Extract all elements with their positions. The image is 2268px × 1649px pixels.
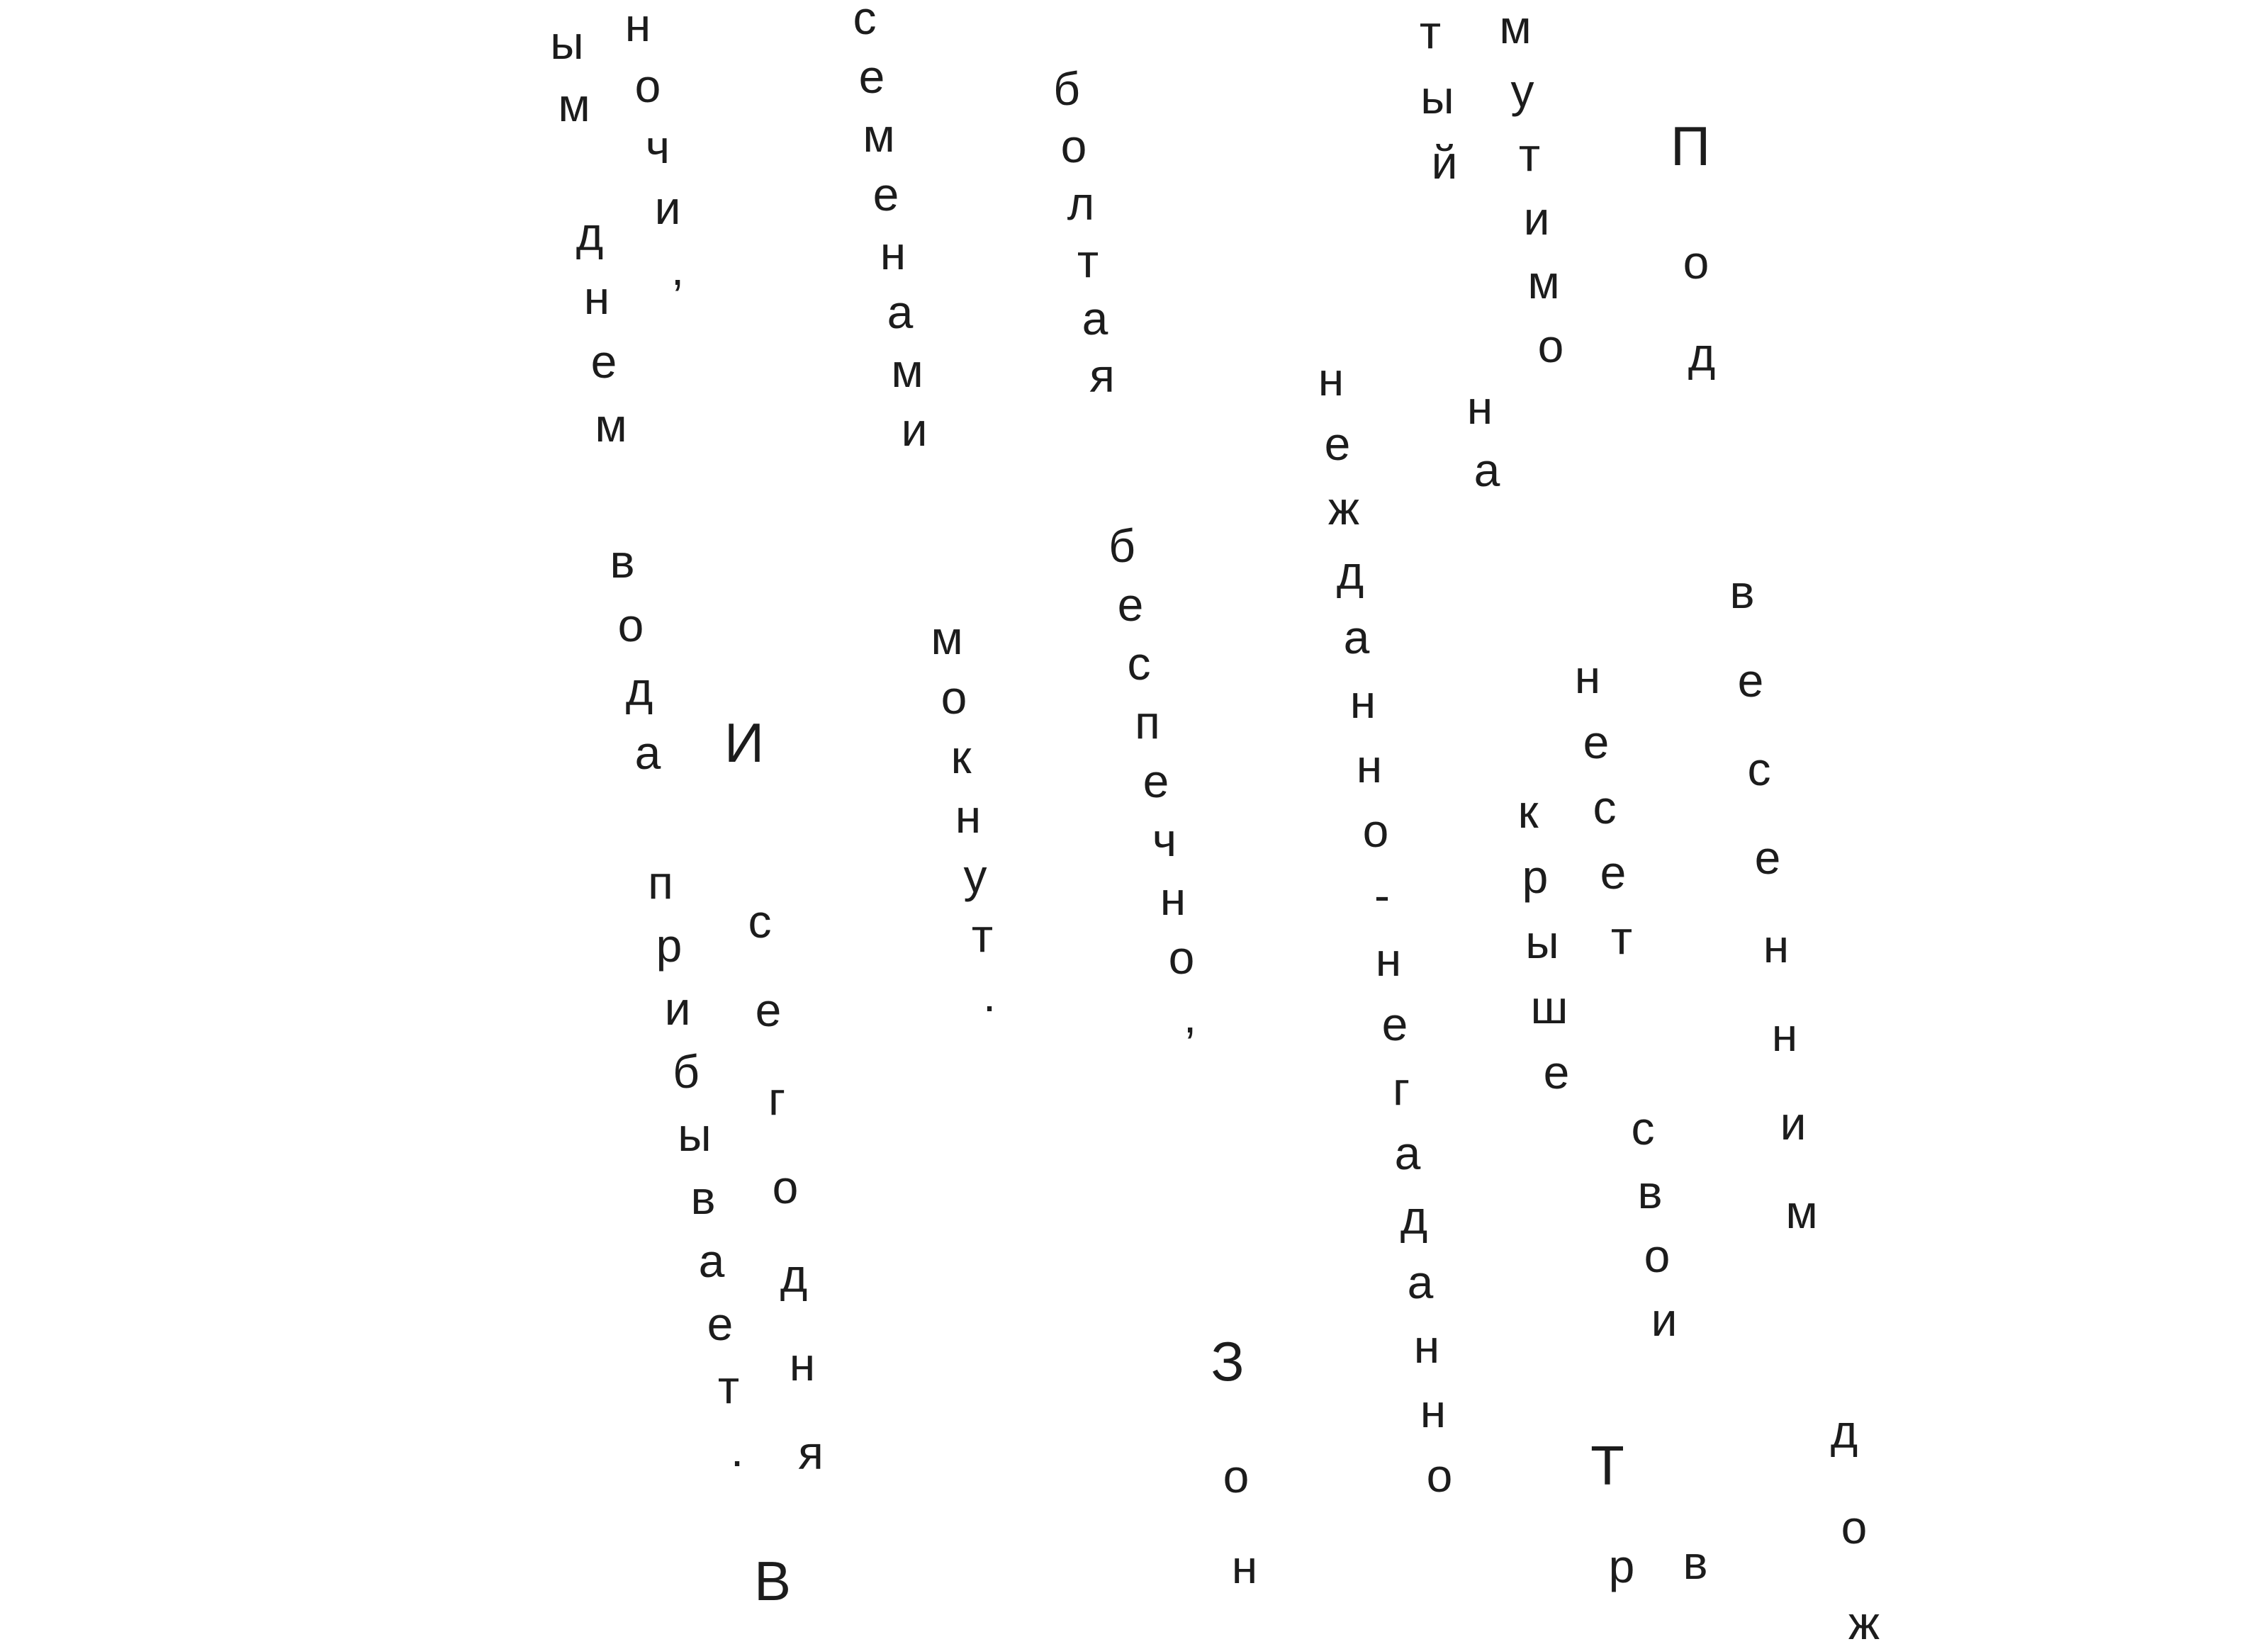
poem-letter: м	[595, 399, 627, 451]
poem-letter: в	[1637, 1166, 1663, 1218]
poem-letter: н	[1574, 651, 1601, 703]
poem-letter: ч	[645, 120, 670, 173]
poem-letter: н	[1349, 675, 1376, 728]
poem-letter: н	[1771, 1008, 1798, 1061]
poem-letter: Т	[1590, 1434, 1624, 1497]
poem-letter: е	[1143, 755, 1169, 807]
poem-letter: е	[1754, 831, 1781, 884]
poem-letter: е	[1600, 846, 1627, 899]
poem-letter: м	[1499, 1, 1532, 53]
poem-letter: о	[772, 1161, 799, 1213]
poem-letter: й	[1431, 136, 1458, 188]
poem-letter: д	[576, 208, 604, 260]
poem-letter: м	[931, 612, 963, 664]
poem-letter: т	[1610, 911, 1633, 964]
poem-letter: а	[1473, 444, 1500, 496]
poem-letter: н	[1466, 381, 1493, 434]
poem-letter: е	[707, 1298, 734, 1350]
poem-letter: и	[664, 982, 691, 1035]
poem-letter: д	[625, 663, 653, 715]
poem-letter: ы	[678, 1108, 712, 1161]
poem-letter: н	[955, 790, 982, 843]
poem-letter: и	[1651, 1293, 1678, 1346]
poem-letter: с	[1127, 637, 1151, 690]
poem-letter: н	[1356, 740, 1383, 792]
poem-letter: д	[1830, 1405, 1858, 1458]
poem-letter: м	[1527, 256, 1560, 308]
poem-letter: л	[1067, 177, 1095, 230]
poem-letter: н	[1420, 1385, 1447, 1437]
poem-letter: н	[1231, 1541, 1258, 1593]
poem-letter: д	[1688, 328, 1716, 381]
poem-letter: т	[717, 1361, 740, 1413]
poem-letter: н	[1318, 353, 1344, 405]
poem-letter: И	[724, 711, 765, 774]
poem-letter: о	[1644, 1229, 1671, 1282]
poem-letter: а	[698, 1234, 725, 1287]
poem-letter: м	[863, 109, 895, 162]
poem-letter: В	[753, 1550, 792, 1612]
poem-letter: я	[1089, 349, 1115, 402]
poem-letter: к	[950, 731, 972, 783]
poem-letter: а	[634, 726, 661, 779]
poem-letter: ,	[1183, 990, 1197, 1042]
poem-letter: т	[1077, 235, 1099, 287]
poem-letter: г	[768, 1072, 786, 1125]
poem-letter: е	[755, 984, 782, 1036]
poem-letter: в	[690, 1171, 716, 1224]
poem-letter: а	[1407, 1256, 1434, 1308]
poem-letter: м	[891, 344, 924, 397]
poem-letter: у	[963, 850, 987, 902]
poem-letter: п	[1135, 696, 1160, 748]
poem-letter: и	[654, 181, 681, 234]
poem-letter: о	[1537, 320, 1564, 372]
poem-letter: о	[1168, 931, 1195, 984]
poem-letter: о	[1060, 120, 1087, 172]
poem-letter: е	[1583, 716, 1610, 768]
poem-letter: н	[1160, 872, 1186, 925]
poem-letter: д	[780, 1249, 808, 1302]
poem-letter: е	[858, 50, 885, 103]
poem-letter: р	[1522, 850, 1549, 903]
poem-letter: б	[1053, 62, 1080, 115]
poem-letter: а	[1343, 611, 1370, 663]
poem-letter: ч	[1152, 814, 1177, 866]
poem-letter: -	[1374, 869, 1390, 921]
poem-letter: с	[748, 895, 772, 947]
poem-letter: ,	[670, 242, 685, 295]
poem-letter: ы	[1420, 71, 1454, 123]
poem-letter: м	[558, 79, 590, 131]
poem-letter: т	[971, 909, 994, 962]
poem-letter: З	[1211, 1330, 1245, 1392]
poem-letter: .	[730, 1424, 744, 1476]
poem-letter: е	[1324, 417, 1351, 470]
poem-letter: и	[901, 403, 928, 456]
poem-letter: в	[1683, 1536, 1708, 1589]
poem-letter: с	[1593, 781, 1617, 833]
poem-letter: б	[673, 1045, 700, 1098]
poem-letter: е	[1737, 654, 1764, 707]
poem-letter: о	[1223, 1450, 1250, 1502]
poem-letter: е	[590, 335, 617, 388]
poem-letter: к	[1517, 785, 1539, 838]
poem-letter: н	[789, 1338, 816, 1390]
poem-letter: ы	[1525, 916, 1559, 968]
poem-letter: и	[1780, 1097, 1807, 1149]
poem-letter: м	[1785, 1186, 1818, 1238]
poem-letter: с	[853, 0, 877, 44]
poem-letter: ш	[1530, 981, 1568, 1033]
poem-letter: .	[982, 969, 997, 1021]
poem-letter: г	[1392, 1062, 1410, 1115]
poem-letter: д	[1336, 546, 1364, 599]
poem-letter: р	[656, 919, 683, 972]
poem-letter: о	[1683, 236, 1710, 288]
poem-letter: н	[1375, 933, 1402, 986]
poem-letter: П	[1670, 115, 1711, 177]
poem-letter: б	[1108, 519, 1135, 572]
poem-letter: о	[1841, 1501, 1868, 1553]
poem-letter: н	[583, 271, 610, 324]
poem-letter: а	[1082, 292, 1108, 344]
poem-letter: в	[1729, 565, 1755, 618]
poem-letter: т	[1518, 128, 1541, 181]
poem-letter: в	[610, 535, 635, 587]
poem-letter: н	[880, 227, 906, 279]
poem-letter: с	[1747, 743, 1771, 795]
poem-letter: у	[1510, 64, 1534, 117]
poem-letter: о	[617, 599, 644, 651]
poem-letter: н	[1763, 920, 1790, 972]
poem-letter: а	[1394, 1127, 1421, 1179]
poem-letter: ы	[550, 16, 584, 69]
poem-letter: н	[1413, 1320, 1440, 1373]
poem-letter: д	[1400, 1191, 1428, 1244]
poem-letter: н	[624, 0, 651, 51]
poem-letter: е	[1117, 578, 1144, 631]
poem-letter: ж	[1327, 482, 1360, 534]
poem-letter: а	[887, 286, 914, 338]
poem-letter: п	[648, 856, 673, 908]
poem-letter: е	[872, 168, 899, 220]
poem-letter: я	[798, 1426, 824, 1479]
poem-letter: с	[1631, 1102, 1655, 1154]
poem-letter: о	[941, 671, 967, 724]
poem-letter: и	[1523, 192, 1550, 244]
poem-letter: о	[634, 60, 661, 112]
poem-letter: е	[1543, 1046, 1570, 1098]
poem-letter: ж	[1848, 1597, 1880, 1649]
poem-letter: о	[1426, 1449, 1453, 1502]
poem-letter: т	[1419, 6, 1442, 58]
poem-letter: е	[1381, 998, 1408, 1050]
poem-letter: р	[1608, 1540, 1635, 1592]
poem-letter: о	[1362, 804, 1389, 857]
